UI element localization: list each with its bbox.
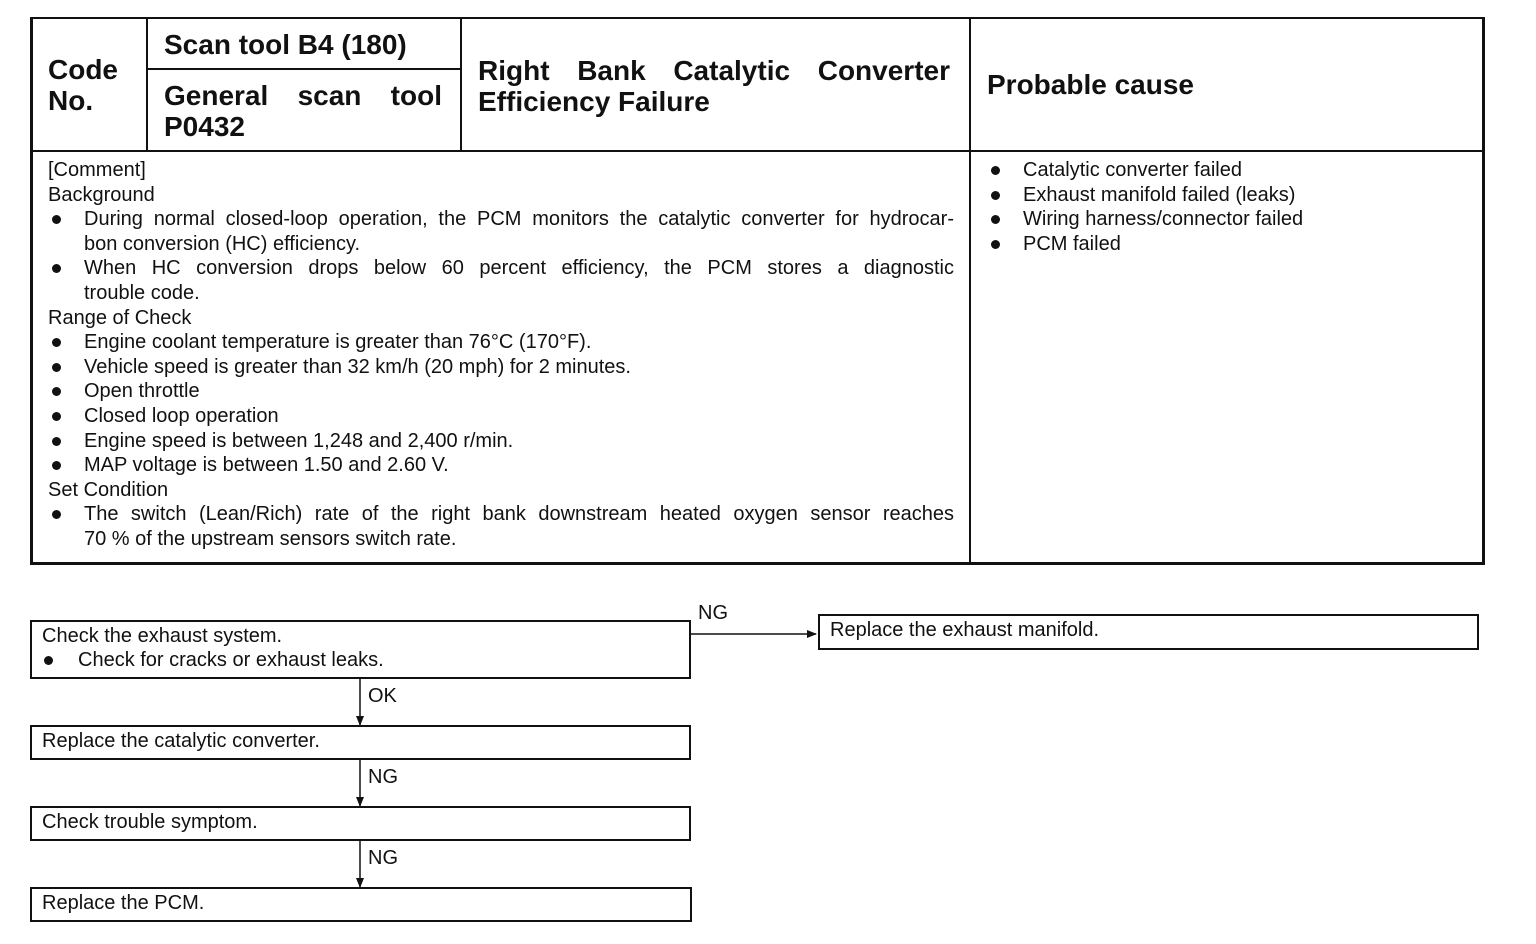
cause-item-text: Wiring harness/connector failed <box>1023 208 1304 231</box>
step-replace-pcm-text: Replace the PCM. <box>42 892 205 914</box>
step-replace-catalytic-converter <box>30 725 691 760</box>
step-check-trouble-symptom-text: Check trouble symptom. <box>42 811 258 833</box>
range-item-text: Closed loop operation <box>84 404 279 427</box>
step-check-exhaust <box>30 620 691 679</box>
cause-item-text: Exhaust manifold failed (leaks) <box>1023 183 1296 206</box>
background-item-2-line-1: When HC conversion drops below 60 percent efficiency, the PCM stores a diagnostic <box>84 257 954 280</box>
background-item-1-line-1: During normal closed-loop operation, the PCM monitors the catalytic converter for hydrocar- <box>84 208 954 231</box>
general-scan-tool-line-2: P0432 <box>164 111 245 142</box>
ng-label-step3: NG <box>368 847 398 869</box>
step-check-exhaust-bullet <box>42 648 679 672</box>
dtc-title-line-2: Efficiency Failure <box>478 86 710 117</box>
general-scan-tool-line-1: General scan tool <box>164 80 442 111</box>
cause-item-text: PCM failed <box>1023 232 1121 255</box>
range-item-text: Engine coolant temperature is greater than 76°C (170°F). <box>84 331 592 354</box>
step-replace-catalytic-converter-text: Replace the catalytic converter. <box>42 730 320 752</box>
background-item-2-line-2: trouble code. <box>84 281 200 304</box>
code-no-line-1: Code <box>48 54 118 85</box>
step-check-exhaust-bullet-text: Check for cracks or exhaust leaks. <box>78 649 384 671</box>
probable-cause-heading: Probable cause <box>987 69 1194 100</box>
step-check-exhaust-text: Check the exhaust system. <box>42 625 283 647</box>
scan-tool-code: Scan tool B4 (180) <box>164 29 407 60</box>
code-no-line-2: No. <box>48 85 94 116</box>
set-condition-line-2: 70 % of the upstream sensors switch rate. <box>84 527 457 550</box>
range-item-text: MAP voltage is between 1.50 and 2.60 V. <box>84 454 449 477</box>
background-item-1-line-2: bon conversion (HC) efficiency. <box>84 232 361 255</box>
ng-label-step1: NG <box>698 602 728 624</box>
range-item-text: Open throttle <box>84 380 200 403</box>
cause-item-text: Catalytic converter failed <box>1023 159 1242 181</box>
step-replace-pcm <box>30 887 692 922</box>
set-condition-line-1: The switch (Lean/Rich) rate of the right bank downstream heated oxygen sensor reaches <box>84 503 954 526</box>
range-heading: Range of Check <box>48 306 192 329</box>
dtc-title-line-1: Right Bank Catalytic Converter <box>478 55 950 86</box>
range-item-text: Vehicle speed is greater than 32 km/h (20 mph) for 2 minutes. <box>84 355 631 378</box>
ng-label-step2: NG <box>368 766 398 788</box>
ok-label-step1: OK <box>368 685 397 707</box>
background-heading: Background <box>48 183 155 206</box>
bullet-icon <box>44 656 53 665</box>
set-condition-heading: Set Condition <box>48 478 169 501</box>
step-replace-manifold-text: Replace the exhaust manifold. <box>830 619 1100 641</box>
range-item-text: Engine speed is between 1,248 and 2,400 r/min. <box>84 429 514 452</box>
step-check-trouble-symptom <box>30 806 691 841</box>
comment-label: [Comment] <box>48 159 146 181</box>
step-replace-manifold <box>818 614 1479 650</box>
